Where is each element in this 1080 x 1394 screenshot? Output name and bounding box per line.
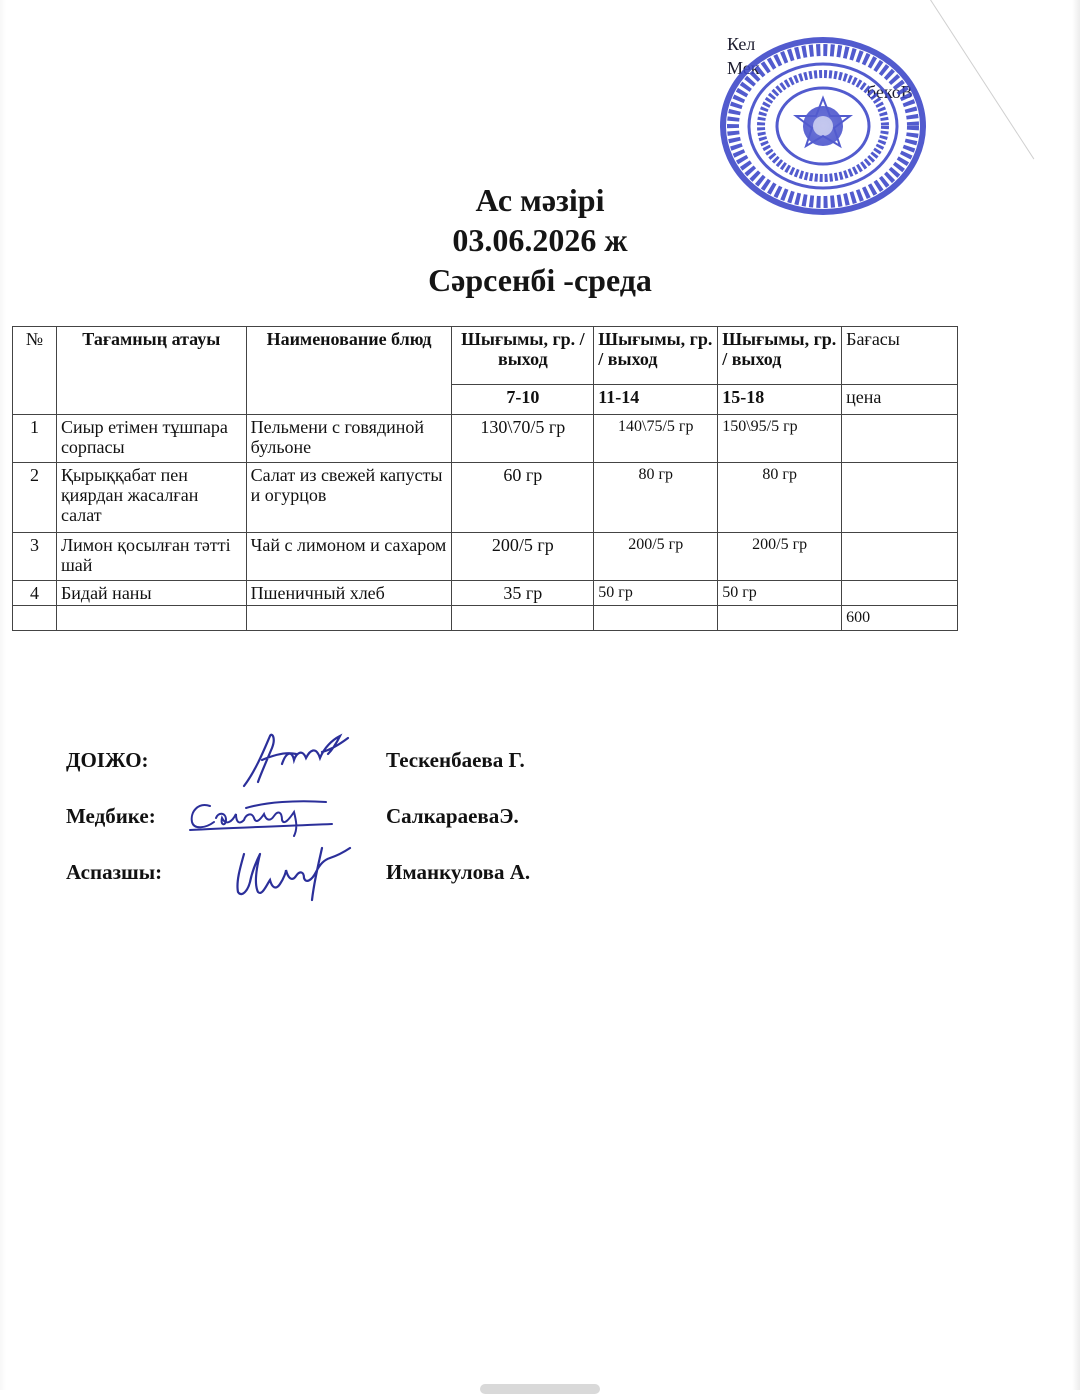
header-yield-1: Шығымы, гр. / выход <box>452 327 594 385</box>
row-price <box>842 533 958 581</box>
signature-role: Аспазшы: <box>66 860 163 884</box>
row-yield-1: 200/5 гр <box>452 533 594 581</box>
approval-line-3: бекоВ <box>867 82 913 102</box>
header-yield-2: Шығымы, гр. / выход <box>594 327 718 385</box>
signature-row <box>66 740 766 790</box>
signature-role: ДОІЖО: <box>66 748 149 772</box>
row-yield-3: 150\95/5 гр <box>718 415 842 463</box>
signature-name: Иманкулова А. <box>386 860 531 884</box>
menu-weekday: Сәрсенбі -среда <box>428 262 652 298</box>
total-empty-cell <box>13 606 57 631</box>
row-price <box>842 463 958 533</box>
total-empty-cell <box>718 606 842 631</box>
approval-line-1: Кел <box>727 34 756 54</box>
row-num: 3 <box>13 533 57 581</box>
row-name-ru: Пшеничный хлеб <box>246 581 452 606</box>
menu-date: 03.06.2026 ж <box>452 222 628 258</box>
row-yield-2: 200/5 гр <box>594 533 718 581</box>
header-age-1: 7-10 <box>452 385 594 415</box>
signature-name: Тескенбаева Г. <box>386 748 525 772</box>
header-price: Бағасы <box>842 327 958 385</box>
row-yield-1: 35 гр <box>452 581 594 606</box>
menu-title-block <box>0 180 1080 300</box>
row-name-ru: Чай с лимоном и сахаром <box>246 533 452 581</box>
header-num: № <box>13 327 57 415</box>
header-name-kz: Тағамның атауы <box>56 327 246 415</box>
row-name-ru: Пельмени с говядиной бульоне <box>246 415 452 463</box>
header-age-3: 15-18 <box>718 385 842 415</box>
row-yield-3: 200/5 гр <box>718 533 842 581</box>
row-name-kz: Лимон қосылған тәтті шай <box>56 533 246 581</box>
total-empty-cell <box>594 606 718 631</box>
header-name-ru: Наименование блюд <box>246 327 452 415</box>
header-age-2: 11-14 <box>594 385 718 415</box>
row-yield-2: 50 гр <box>594 581 718 606</box>
row-name-ru: Салат из свежей капусты и огурцов <box>246 463 452 533</box>
row-num: 2 <box>13 463 57 533</box>
page-title: Ас мәзірі <box>475 182 605 218</box>
row-yield-2: 140\75/5 гр <box>594 415 718 463</box>
header-price-ru: цена <box>842 385 958 415</box>
row-price <box>842 415 958 463</box>
table-header-row <box>13 327 958 385</box>
row-yield-3: 80 гр <box>718 463 842 533</box>
total-empty-cell <box>56 606 246 631</box>
row-yield-1: 60 гр <box>452 463 594 533</box>
signature-name: СалкараеваЭ. <box>386 804 519 828</box>
header-yield-3: Шығымы, гр. / выход <box>718 327 842 385</box>
total-empty-cell <box>452 606 594 631</box>
row-yield-2: 80 гр <box>594 463 718 533</box>
row-price <box>842 581 958 606</box>
table-row <box>13 415 958 463</box>
signature-role: Медбике: <box>66 804 156 828</box>
row-yield-1: 130\70/5 гр <box>452 415 594 463</box>
row-num: 4 <box>13 581 57 606</box>
signature-row <box>66 852 766 902</box>
row-yield-3: 50 гр <box>718 581 842 606</box>
table-row <box>13 581 958 606</box>
row-name-kz: Қырыққабат пен қиярдан жасалған салат <box>56 463 246 533</box>
total-price: 600 <box>842 606 958 631</box>
table-row <box>13 463 958 533</box>
approval-line-2: Мек <box>727 58 760 78</box>
signature-row <box>66 796 766 846</box>
scanner-edge-tab <box>480 1384 600 1394</box>
menu-table <box>12 326 958 631</box>
row-name-kz: Сиыр етімен тұшпара сорпасы <box>56 415 246 463</box>
handwritten-signature-icon <box>226 842 356 904</box>
handwritten-signature-icon <box>236 730 356 790</box>
row-num: 1 <box>13 415 57 463</box>
row-name-kz: Бидай наны <box>56 581 246 606</box>
table-total-row <box>13 606 958 631</box>
table-row <box>13 533 958 581</box>
total-empty-cell <box>246 606 452 631</box>
handwritten-signature-icon <box>186 796 336 840</box>
